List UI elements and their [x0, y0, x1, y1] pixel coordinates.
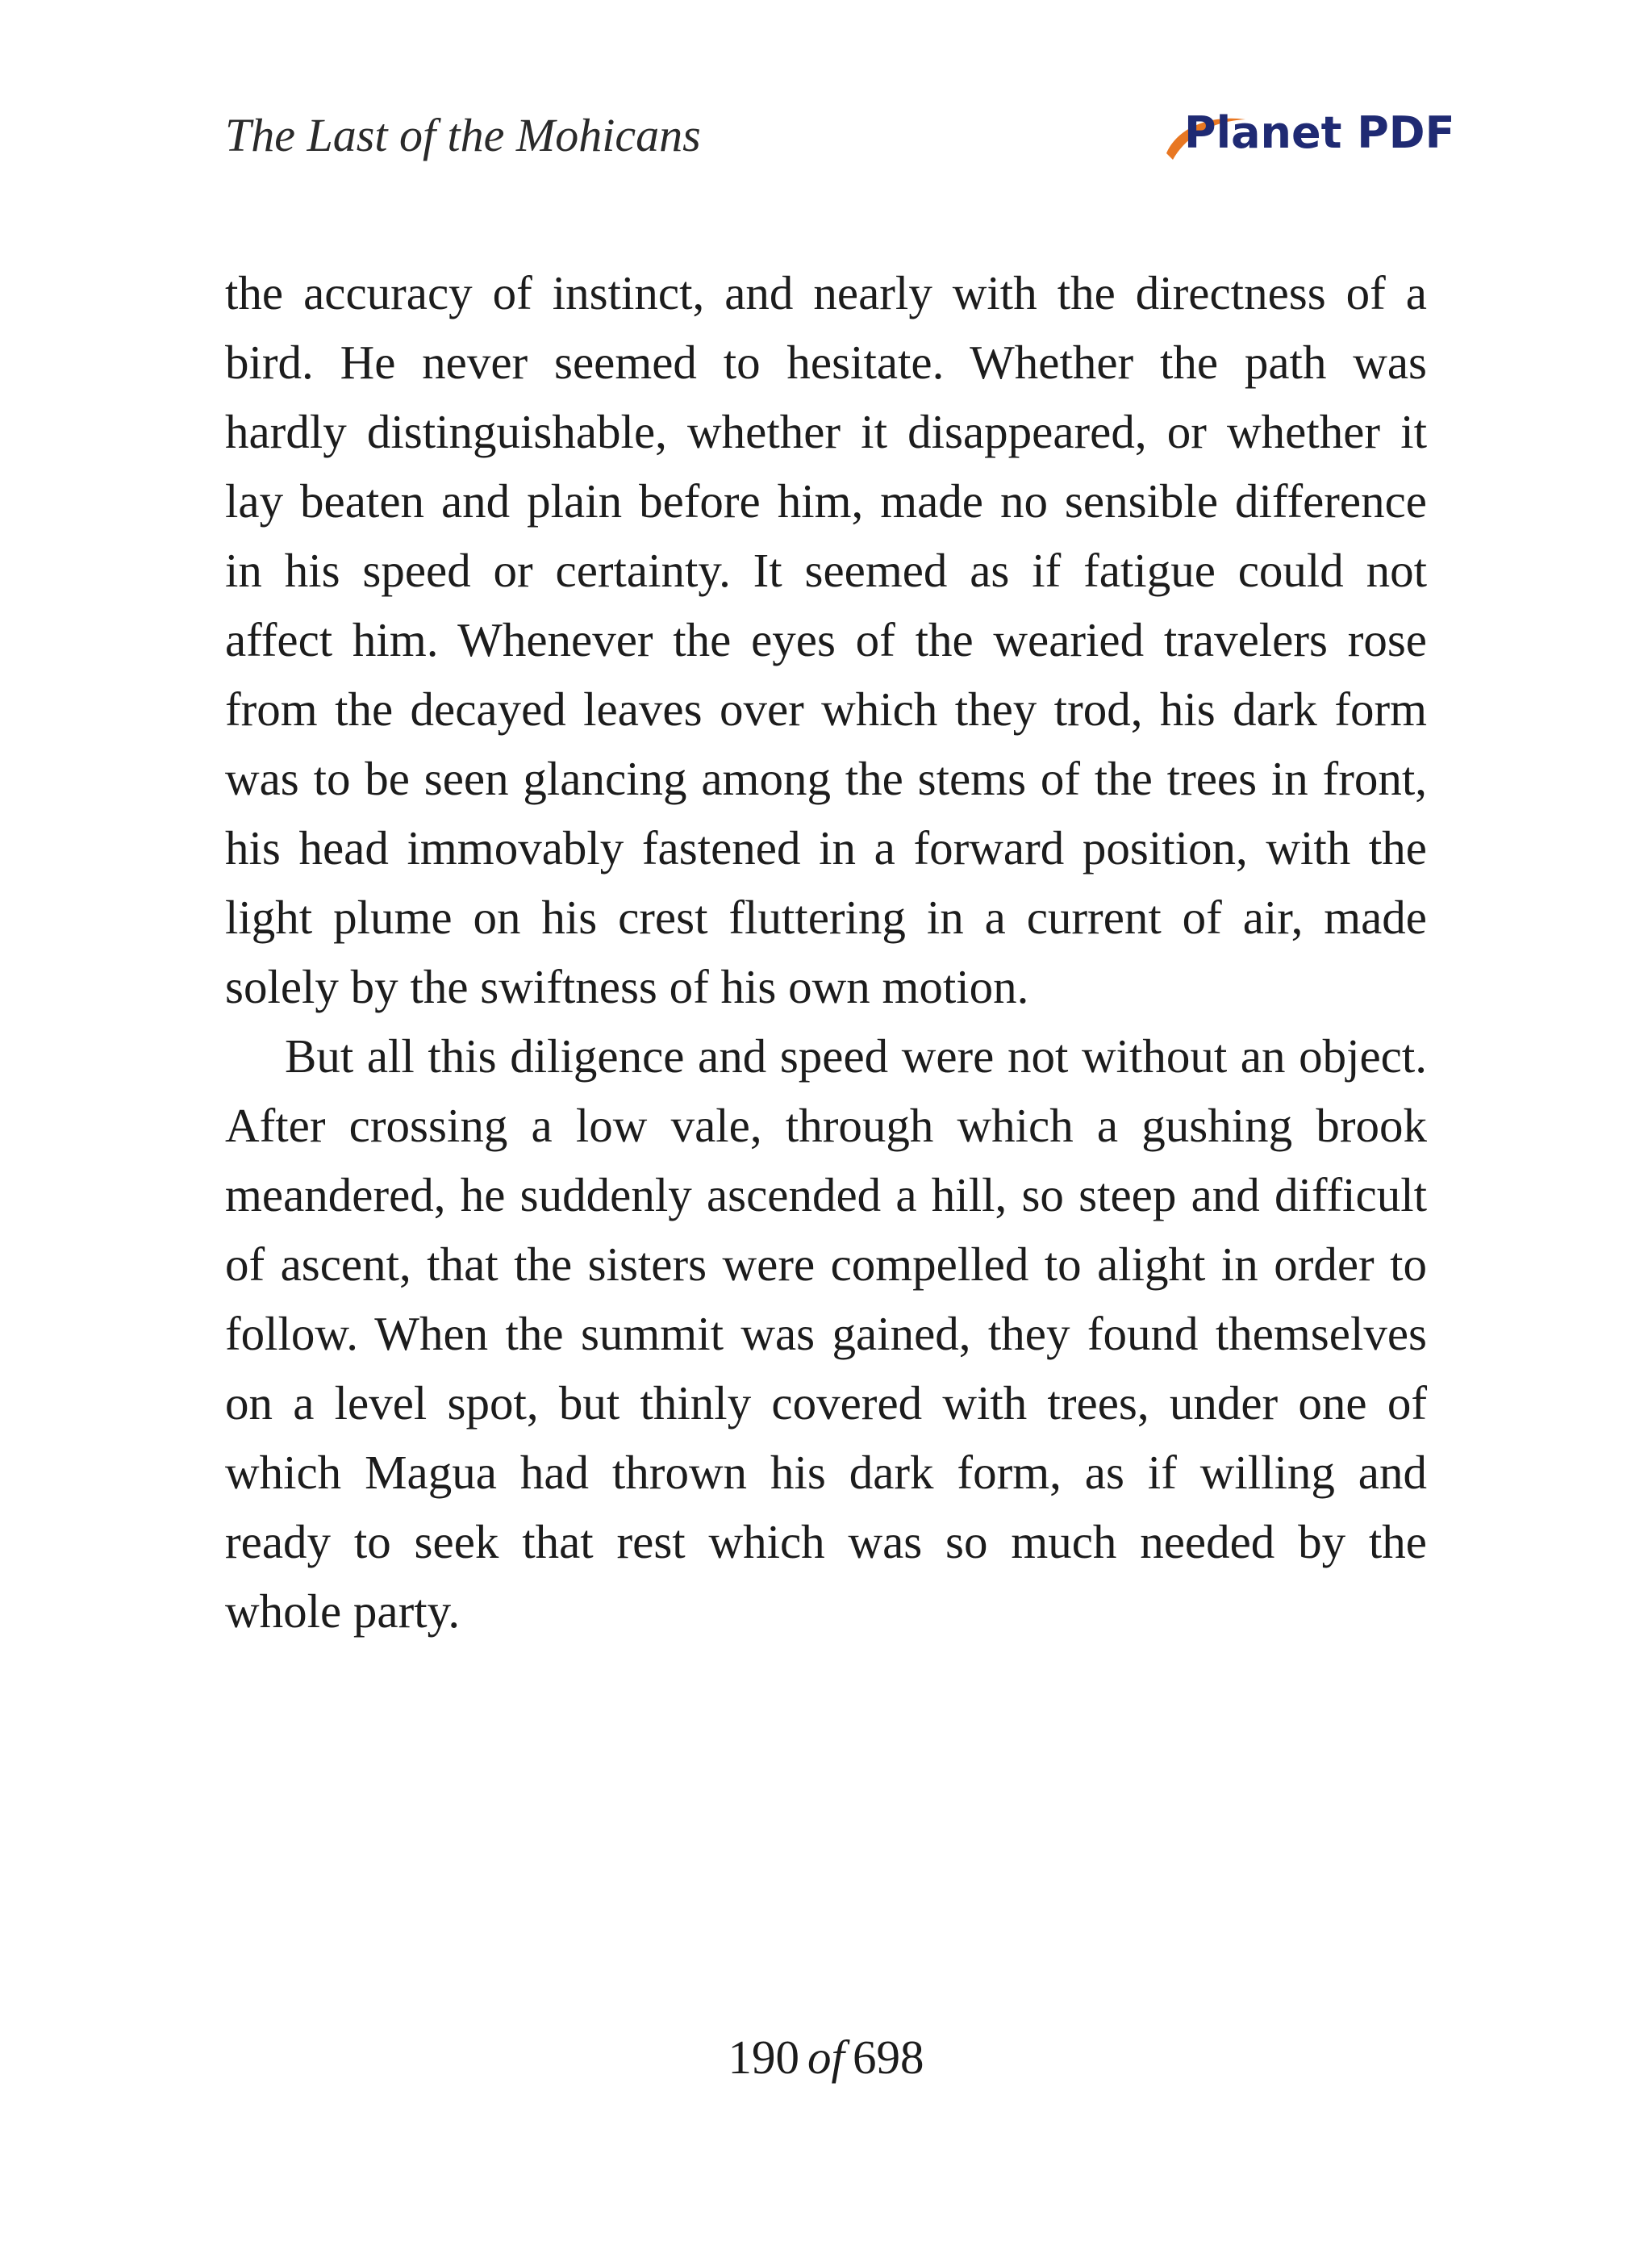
planet-pdf-logo [1162, 103, 1455, 168]
current-page: 190 [728, 2031, 800, 2084]
paragraph-2: But all this diligence and speed were not without an object. After crossing a low vale, through which a gushing brook meandered, he suddenly ascended a hill, so steep and difficult of ascent, that the sisters were compelled to alight in order to follow. When the summit was gained, they found themselves on a level spot, but thinly covered with trees, under one of which Magua had thrown his dark form, as if willing and ready to seek that rest which was so much needed by the whole party. [225, 1029, 1427, 1638]
page-number [0, 2025, 1652, 2089]
logo-text: Planet PDF [1184, 107, 1455, 158]
page-body [225, 258, 1427, 1646]
paragraph-1: the accuracy of instinct, and nearly with the directness of a bird. He never seemed to hesitate. Whether the path was hardly distinguishable, whether it disappeared, or whether it lay beaten and plain before him, made no sensible difference in his speed or certainty. It seemed as if fatigue could not affect him. Whenever the eyes of the wearied travelers rose from the decayed leaves over which they trod, his dark form was to be seen glancing among the stems of the trees in front, his head immovably fastened in a forward position, with the light plume on his crest fluttering in a current of air, made solely by the swiftness of his own motion. [225, 266, 1427, 1013]
total-pages: 698 [852, 2031, 924, 2084]
of-label: of [807, 2031, 845, 2084]
book-title: The Last of the Mohicans [225, 109, 701, 161]
